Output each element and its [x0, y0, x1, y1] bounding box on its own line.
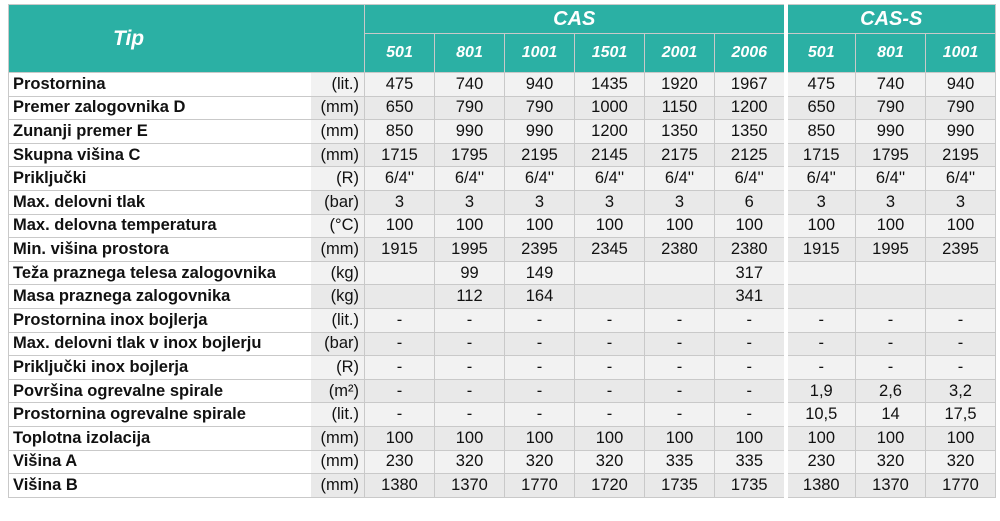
row-unit: (lit.)	[311, 308, 365, 332]
value-cell: 2145	[575, 143, 645, 167]
value-cell: 1995	[435, 238, 505, 262]
value-cell: 1350	[715, 120, 786, 144]
value-cell: -	[715, 308, 786, 332]
value-cell: -	[505, 332, 575, 356]
row-unit: (mm)	[311, 426, 365, 450]
value-cell	[575, 285, 645, 309]
value-cell: 1370	[435, 474, 505, 498]
value-cell: 740	[856, 73, 926, 97]
value-cell	[786, 285, 856, 309]
value-cell: -	[856, 356, 926, 380]
value-cell: 3	[575, 190, 645, 214]
value-cell: -	[856, 332, 926, 356]
row-unit: (bar)	[311, 190, 365, 214]
row-unit: (lit.)	[311, 73, 365, 97]
row-label: Prostornina inox bojlerja	[9, 308, 311, 332]
row-unit: (bar)	[311, 332, 365, 356]
value-cell: 1915	[365, 238, 435, 262]
value-cell: 6/4''	[365, 167, 435, 191]
row-unit: (m²)	[311, 379, 365, 403]
header-group-cas: CAS	[365, 5, 786, 34]
table-row	[9, 426, 996, 450]
value-cell: 100	[435, 214, 505, 238]
value-cell: 650	[365, 96, 435, 120]
value-cell: -	[645, 332, 715, 356]
value-cell: 1000	[575, 96, 645, 120]
value-cell: 1380	[786, 474, 856, 498]
value-cell: 335	[645, 450, 715, 474]
model-header: 501	[786, 34, 856, 73]
value-cell: -	[365, 403, 435, 427]
value-cell: 6/4''	[645, 167, 715, 191]
table-row	[9, 238, 996, 262]
value-cell: 2125	[715, 143, 786, 167]
value-cell: 1720	[575, 474, 645, 498]
model-header: 1001	[505, 34, 575, 73]
row-unit: (mm)	[311, 96, 365, 120]
table-row	[9, 73, 996, 97]
value-cell: -	[645, 403, 715, 427]
row-label: Premer zalogovnika D	[9, 96, 311, 120]
table-row	[9, 285, 996, 309]
value-cell: 149	[505, 261, 575, 285]
value-cell	[856, 285, 926, 309]
table-row	[9, 308, 996, 332]
row-label: Zunanji premer E	[9, 120, 311, 144]
value-cell: -	[786, 356, 856, 380]
value-cell: 1920	[645, 73, 715, 97]
value-cell: 2395	[926, 238, 996, 262]
value-cell: 100	[575, 214, 645, 238]
table-body	[9, 73, 996, 498]
value-cell: 100	[856, 426, 926, 450]
table-row	[9, 143, 996, 167]
value-cell: 17,5	[926, 403, 996, 427]
model-header: 801	[856, 34, 926, 73]
model-header: 2001	[645, 34, 715, 73]
value-cell: 99	[435, 261, 505, 285]
value-cell: 2395	[505, 238, 575, 262]
model-header: 501	[365, 34, 435, 73]
table-row	[9, 379, 996, 403]
value-cell: -	[435, 379, 505, 403]
model-header: 801	[435, 34, 505, 73]
value-cell: 990	[435, 120, 505, 144]
value-cell: -	[435, 356, 505, 380]
row-unit: (mm)	[311, 450, 365, 474]
value-cell: 100	[786, 426, 856, 450]
value-cell: -	[926, 308, 996, 332]
value-cell: 100	[715, 426, 786, 450]
value-cell: 990	[505, 120, 575, 144]
value-cell: -	[575, 379, 645, 403]
value-cell: -	[505, 403, 575, 427]
table-row	[9, 120, 996, 144]
value-cell: 790	[856, 96, 926, 120]
value-cell: 3	[645, 190, 715, 214]
row-unit: (mm)	[311, 143, 365, 167]
row-unit: (mm)	[311, 120, 365, 144]
value-cell: 1150	[645, 96, 715, 120]
value-cell: 100	[926, 214, 996, 238]
value-cell: 1770	[926, 474, 996, 498]
value-cell: 1435	[575, 73, 645, 97]
value-cell: -	[575, 308, 645, 332]
table-row	[9, 214, 996, 238]
value-cell: 100	[645, 426, 715, 450]
table-row	[9, 356, 996, 380]
value-cell: 320	[926, 450, 996, 474]
value-cell: -	[715, 356, 786, 380]
value-cell: 3	[435, 190, 505, 214]
value-cell: -	[715, 403, 786, 427]
table-row	[9, 96, 996, 120]
value-cell	[926, 285, 996, 309]
value-cell: -	[575, 403, 645, 427]
value-cell: 1,9	[786, 379, 856, 403]
table-row	[9, 403, 996, 427]
value-cell: 100	[505, 214, 575, 238]
value-cell: 320	[505, 450, 575, 474]
value-cell: -	[365, 356, 435, 380]
row-label: Višina A	[9, 450, 311, 474]
value-cell: 990	[926, 120, 996, 144]
row-label: Max. delovna temperatura	[9, 214, 311, 238]
value-cell: 6/4''	[786, 167, 856, 191]
value-cell: -	[505, 308, 575, 332]
value-cell: 1967	[715, 73, 786, 97]
value-cell: 475	[786, 73, 856, 97]
row-unit: (mm)	[311, 238, 365, 262]
row-unit: (kg)	[311, 261, 365, 285]
value-cell: 100	[926, 426, 996, 450]
row-label: Prostornina	[9, 73, 311, 97]
value-cell: -	[645, 308, 715, 332]
specification-table	[8, 4, 996, 498]
value-cell: 1715	[365, 143, 435, 167]
value-cell: -	[505, 356, 575, 380]
value-cell: 2195	[505, 143, 575, 167]
value-cell: 335	[715, 450, 786, 474]
value-cell: -	[715, 379, 786, 403]
header-group-cas-s: CAS-S	[786, 5, 996, 34]
row-label: Površina ogrevalne spirale	[9, 379, 311, 403]
value-cell: 6/4''	[715, 167, 786, 191]
table-row	[9, 332, 996, 356]
value-cell: 100	[365, 426, 435, 450]
value-cell: 940	[926, 73, 996, 97]
value-cell: -	[575, 356, 645, 380]
value-cell: 1200	[575, 120, 645, 144]
value-cell: 940	[505, 73, 575, 97]
value-cell: 100	[715, 214, 786, 238]
value-cell: 6/4''	[505, 167, 575, 191]
value-cell: -	[365, 332, 435, 356]
value-cell: 1350	[645, 120, 715, 144]
value-cell: 6	[715, 190, 786, 214]
row-unit: (R)	[311, 167, 365, 191]
value-cell: 100	[786, 214, 856, 238]
value-cell: 3,2	[926, 379, 996, 403]
model-header: 1501	[575, 34, 645, 73]
value-cell	[575, 261, 645, 285]
value-cell: -	[645, 356, 715, 380]
table-row	[9, 261, 996, 285]
row-label: Masa praznega zalogovnika	[9, 285, 311, 309]
value-cell: -	[575, 332, 645, 356]
value-cell: 790	[926, 96, 996, 120]
value-cell: 164	[505, 285, 575, 309]
value-cell: 1735	[715, 474, 786, 498]
value-cell: -	[926, 332, 996, 356]
value-cell: 3	[365, 190, 435, 214]
row-unit: (lit.)	[311, 403, 365, 427]
value-cell: 6/4''	[435, 167, 505, 191]
value-cell: 320	[856, 450, 926, 474]
row-label: Max. delovni tlak v inox bojlerju	[9, 332, 311, 356]
table-row	[9, 167, 996, 191]
value-cell	[926, 261, 996, 285]
value-cell: 1380	[365, 474, 435, 498]
row-label: Prostornina ogrevalne spirale	[9, 403, 311, 427]
value-cell: 320	[435, 450, 505, 474]
value-cell: -	[856, 308, 926, 332]
value-cell: 6/4''	[856, 167, 926, 191]
value-cell: 341	[715, 285, 786, 309]
value-cell: 2380	[645, 238, 715, 262]
header-tip: Tip	[9, 5, 365, 73]
value-cell: 850	[786, 120, 856, 144]
value-cell: 650	[786, 96, 856, 120]
value-cell: -	[365, 308, 435, 332]
header-group-row	[9, 5, 996, 34]
value-cell: -	[786, 332, 856, 356]
row-unit: (kg)	[311, 285, 365, 309]
value-cell: 2195	[926, 143, 996, 167]
row-label: Skupna višina C	[9, 143, 311, 167]
value-cell: 1735	[645, 474, 715, 498]
value-cell	[645, 261, 715, 285]
value-cell: -	[645, 379, 715, 403]
value-cell: 100	[365, 214, 435, 238]
table-row	[9, 190, 996, 214]
value-cell: 100	[856, 214, 926, 238]
row-label: Priključki	[9, 167, 311, 191]
value-cell: 3	[926, 190, 996, 214]
value-cell: 3	[856, 190, 926, 214]
value-cell: 1200	[715, 96, 786, 120]
value-cell: 100	[575, 426, 645, 450]
value-cell: 3	[786, 190, 856, 214]
table-row	[9, 474, 996, 498]
value-cell	[365, 285, 435, 309]
row-label: Max. delovni tlak	[9, 190, 311, 214]
value-cell: 2175	[645, 143, 715, 167]
value-cell	[856, 261, 926, 285]
value-cell: 2,6	[856, 379, 926, 403]
model-header: 2006	[715, 34, 786, 73]
row-label: Višina B	[9, 474, 311, 498]
value-cell: 320	[575, 450, 645, 474]
row-label: Teža praznega telesa zalogovnika	[9, 261, 311, 285]
value-cell	[365, 261, 435, 285]
value-cell: 850	[365, 120, 435, 144]
value-cell: 790	[505, 96, 575, 120]
value-cell: 100	[505, 426, 575, 450]
value-cell: 100	[435, 426, 505, 450]
row-unit: (mm)	[311, 474, 365, 498]
value-cell: 1715	[786, 143, 856, 167]
value-cell: 475	[365, 73, 435, 97]
value-cell: 1795	[435, 143, 505, 167]
value-cell: 990	[856, 120, 926, 144]
value-cell: 230	[786, 450, 856, 474]
value-cell: -	[926, 356, 996, 380]
value-cell	[645, 285, 715, 309]
row-label: Priključki inox bojlerja	[9, 356, 311, 380]
value-cell: 230	[365, 450, 435, 474]
row-label: Toplotna izolacija	[9, 426, 311, 450]
row-unit: (°C)	[311, 214, 365, 238]
value-cell: 112	[435, 285, 505, 309]
value-cell: 14	[856, 403, 926, 427]
value-cell: 2380	[715, 238, 786, 262]
value-cell: 740	[435, 73, 505, 97]
value-cell: -	[435, 332, 505, 356]
value-cell: 1370	[856, 474, 926, 498]
value-cell: -	[786, 308, 856, 332]
value-cell: 6/4''	[575, 167, 645, 191]
value-cell: 790	[435, 96, 505, 120]
value-cell: -	[715, 332, 786, 356]
value-cell: 3	[505, 190, 575, 214]
value-cell: 1915	[786, 238, 856, 262]
value-cell: 1795	[856, 143, 926, 167]
table-row	[9, 450, 996, 474]
value-cell: 100	[645, 214, 715, 238]
value-cell: -	[435, 308, 505, 332]
value-cell: -	[435, 403, 505, 427]
value-cell: 317	[715, 261, 786, 285]
value-cell: 1770	[505, 474, 575, 498]
row-unit: (R)	[311, 356, 365, 380]
value-cell: -	[365, 379, 435, 403]
value-cell: 1995	[856, 238, 926, 262]
row-label: Min. višina prostora	[9, 238, 311, 262]
value-cell: -	[505, 379, 575, 403]
value-cell: 2345	[575, 238, 645, 262]
value-cell	[786, 261, 856, 285]
value-cell: 10,5	[786, 403, 856, 427]
model-header: 1001	[926, 34, 996, 73]
value-cell: 6/4''	[926, 167, 996, 191]
